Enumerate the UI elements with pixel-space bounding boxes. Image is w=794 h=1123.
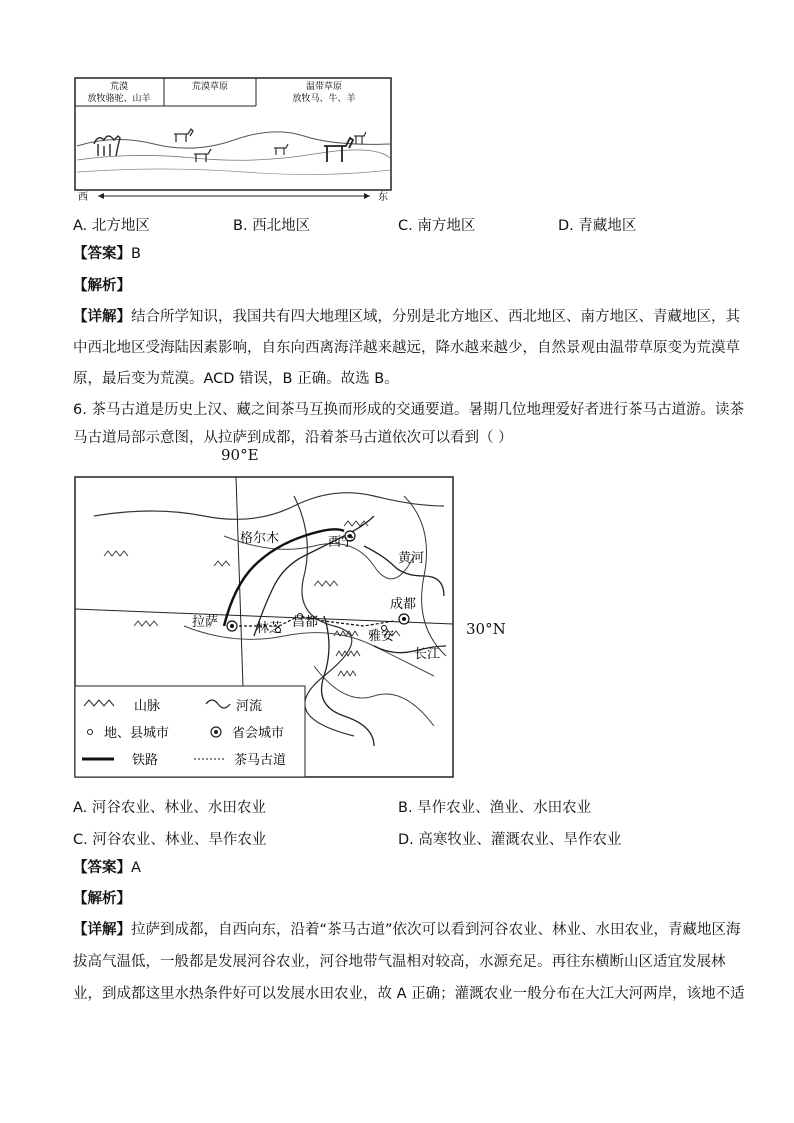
q6-option-c: C. 河谷农业、林业、旱作农业 [73, 832, 267, 848]
label-changjiang: 长江 [414, 647, 441, 662]
zone-desert-activity: 放牧骆驼、山羊 [87, 94, 151, 104]
q5-analysis-label: 【解析】 [73, 278, 131, 294]
q6-stem-line-2: 马古道局部示意图，从拉萨到成都，沿着茶马古道依次可以看到（ ） [73, 430, 513, 446]
q6-answer: 【答案】A [73, 860, 141, 876]
county-city-legend-icon [88, 730, 93, 735]
landscape-figure [74, 74, 392, 204]
q5-detail-line-3: 原，最后变为荒漠。ACD 错误，B 正确。故选 B。 [73, 371, 399, 387]
label-chengdu: 成都 [390, 597, 417, 612]
label-yaan: 雅安 [368, 629, 395, 644]
legend-railway-label: 铁路 [132, 753, 159, 768]
legend-ancient-road-label: 茶马古道 [234, 753, 287, 768]
east-label: 东 [378, 192, 388, 203]
zone-desert-steppe-name: 荒漠草原 [191, 82, 229, 92]
q5-option-c: C. 南方地区 [398, 218, 476, 234]
q5-answer: 【答案】B [73, 246, 141, 262]
label-lhasa: 拉萨 [192, 615, 219, 630]
q6-detail-line-3: 业，到成都这里水热条件好可以发展水田农业，故 A 正确；灌溉农业一般分布在大江大河两岸，该地不适 [73, 986, 745, 1002]
label-changdu: 昌都 [292, 615, 319, 630]
q6-option-d: D. 高寒牧业、灌溉农业、旱作农业 [398, 832, 622, 848]
q6-analysis-label: 【解析】 [73, 891, 131, 907]
livestock-illustration [174, 129, 366, 162]
q5-detail-line-1: 【详解】结合所学知识，我国共有四大地理区域，分别是北方地区、西北地区、南方地区、青藏地区，其 [73, 309, 740, 325]
tea-horse-road-map [74, 476, 464, 778]
q5-option-d: D. 青藏地区 [558, 218, 637, 234]
label-huanghe: 黄河 [398, 551, 425, 566]
west-label: 西 [78, 192, 88, 203]
q5-option-b: B. 西北地区 [233, 218, 311, 234]
legend-provincial-capital-label: 省会城市 [232, 726, 285, 741]
zone-temperate-steppe-activity: 放牧马、牛、羊 [292, 94, 356, 104]
q5-option-a: A. 北方地区 [73, 218, 150, 234]
label-geermu: 格尔木 [240, 531, 280, 546]
latitude-label: 30°N [466, 620, 506, 638]
legend-mountain-label: 山脉 [134, 699, 161, 714]
q6-detail-line-1: 【详解】拉萨到成都，自西向东，沿着“茶马古道”依次可以看到河谷农业、林业、水田农业，青藏地区海 [73, 922, 741, 938]
q5-detail-line-2: 中西北地区受海陆因素影响，自东向西离海洋越来越远，降水越来越少，自然景观由温带草原变为荒漠草 [73, 340, 740, 356]
label-linzhi: 林芝 [256, 621, 283, 636]
legend-river-label: 河流 [236, 699, 263, 714]
legend-county-city-label: 地、县城市 [104, 726, 170, 741]
label-xining: 西宁 [328, 535, 355, 550]
q6-stem-line-1: 6. 茶马古道是历史上汉、藏之间茶马互换而形成的交通要道。暑期几位地理爱好者进行茶马古道游。读茶 [73, 402, 744, 418]
q6-option-a: A. 河谷农业、林业、水田农业 [73, 800, 266, 816]
longitude-label: 90°E [221, 446, 259, 464]
zone-temperate-steppe-name: 温带草原 [305, 82, 343, 92]
map-legend [75, 686, 305, 777]
zone-desert-name: 荒漠 [109, 82, 129, 92]
q6-option-b: B. 旱作农业、渔业、水田农业 [398, 800, 592, 816]
q6-detail-line-2: 拔高气温低，一般都是发展河谷农业，河谷地带气温相对较高，水源充足。再往东横断山区适宜发展林 [73, 954, 726, 970]
